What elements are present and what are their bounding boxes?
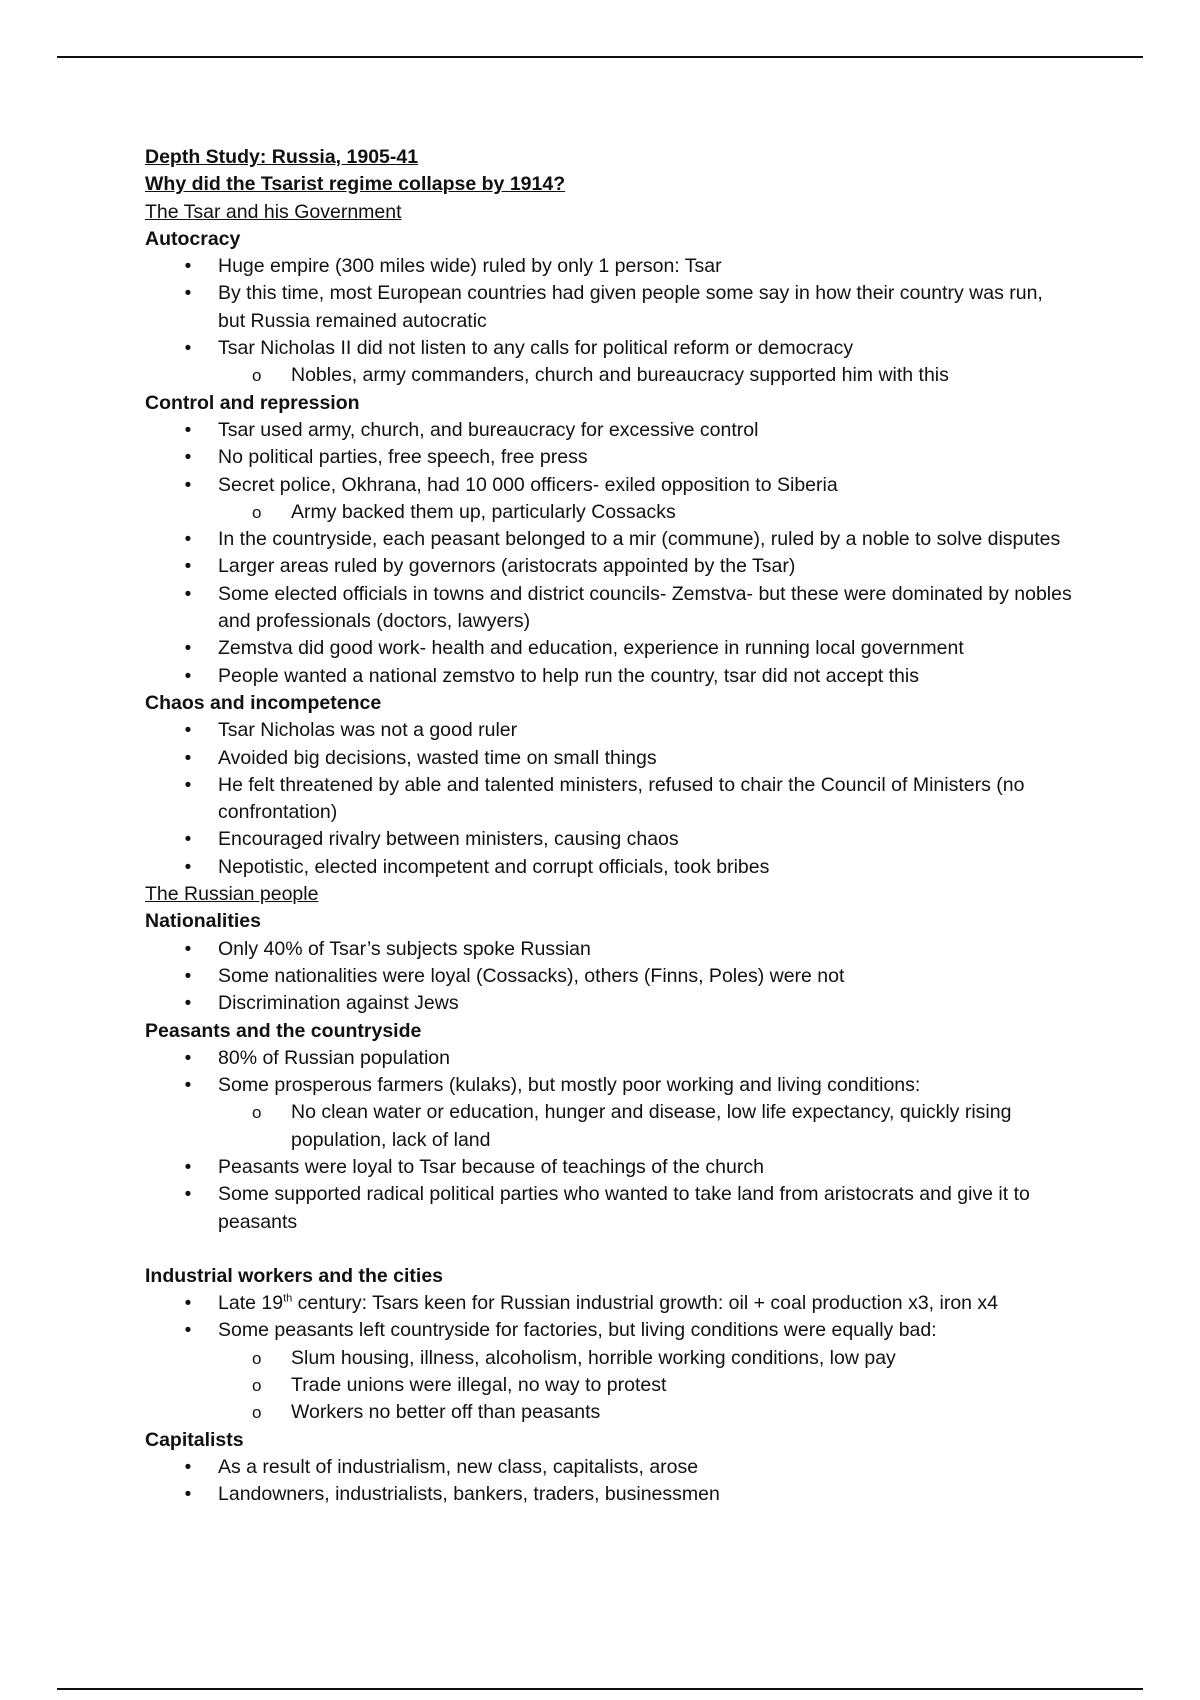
bullet-icon: • [184, 720, 192, 742]
bullet-icon: • [184, 993, 192, 1015]
list-item-text: People wanted a national zemstvo to help run the country, tsar did not accept this [218, 664, 919, 687]
subsection-title: Industrial workers and the cities [145, 1264, 444, 1287]
blank-line [145, 1236, 1075, 1263]
list-item [145, 854, 1075, 881]
bullet-list [145, 1454, 1075, 1509]
list-item-text: No political parties, free speech, free press [218, 446, 588, 469]
list-item-text: Some peasants left countryside for factories, but living conditions were equally bad: [218, 1319, 937, 1342]
bullet-list [145, 717, 1075, 881]
bullet-icon: • [184, 283, 192, 305]
subsection-title: Capitalists [145, 1428, 244, 1451]
list-item-text: By this time, most European countries had given people some say in how their country was run, but Russia remained autocratic [218, 282, 1043, 332]
sub-list-item [218, 1372, 1075, 1399]
list-item [145, 1481, 1075, 1508]
list-item [145, 1290, 1075, 1317]
sub-list-item-text: No clean water or education, hunger and disease, low life expectancy, quickly rising population, lack of land [291, 1101, 1012, 1151]
list-item [145, 444, 1075, 471]
document-body [145, 144, 1075, 1509]
list-item [145, 772, 1075, 827]
list-item [145, 472, 1075, 499]
list-item-text: Some elected officials in towns and district councils- Zemstva- but these were dominated by nobles and professionals (doctors, lawyers) [218, 582, 1072, 633]
list-item-text: Tsar Nicholas was not a good ruler [218, 719, 518, 742]
sub-list-item-text: Slum housing, illness, alcoholism, horrible working conditions, low pay [291, 1346, 896, 1369]
list-item [145, 990, 1075, 1017]
sub-list-container [145, 499, 1075, 526]
list-item-text: Zemstva did good work- health and education, experience in running local government [218, 637, 964, 660]
bullet-list [145, 417, 1075, 690]
bullet-icon: • [184, 556, 192, 578]
bullet-icon: • [184, 938, 192, 960]
bullet-icon: • [184, 774, 192, 796]
list-item [145, 1072, 1075, 1099]
bullet-icon: • [184, 638, 192, 660]
list-item-text: Peasants were loyal to Tsar because of teachings of the church [218, 1155, 764, 1178]
bullet-icon: • [184, 1320, 192, 1342]
bullet-icon: • [184, 1075, 192, 1097]
bullet-icon: • [184, 1456, 192, 1478]
sub-bullet-list [218, 1345, 1075, 1427]
bullet-icon: • [184, 529, 192, 551]
list-item [145, 1317, 1075, 1344]
bullet-list [145, 936, 1075, 1018]
superscript: th [283, 1292, 293, 1305]
bullet-icon: • [184, 474, 192, 496]
sub-list-item-text: Trade unions were illegal, no way to protest [291, 1374, 667, 1397]
bullet-icon: • [184, 829, 192, 851]
list-item-text: Larger areas ruled by governors (aristocrats appointed by the Tsar) [218, 555, 796, 578]
circle-bullet-icon: o [252, 1376, 262, 1396]
list-item [145, 280, 1075, 335]
list-item-text: Huge empire (300 miles wide) ruled by only 1 person: Tsar [218, 255, 722, 278]
list-item-text: In the countryside, each peasant belonged to a mir (commune), ruled by a noble to solve disputes [218, 528, 1061, 551]
list-item [145, 581, 1075, 636]
circle-bullet-icon: o [252, 1348, 262, 1368]
list-item [145, 663, 1075, 690]
list-item [145, 335, 1075, 362]
page-top-rule [57, 56, 1143, 58]
sub-list-container [145, 362, 1075, 389]
list-item-text: Some prosperous farmers (kulaks), but mostly poor working and living conditions: [218, 1074, 921, 1097]
bullet-icon: • [184, 1156, 192, 1178]
sub-bullet-list [218, 499, 1075, 526]
list-item-text: Avoided big decisions, wasted time on small things [218, 746, 657, 769]
list-item-text: 80% of Russian population [218, 1046, 450, 1069]
list-item [145, 1045, 1075, 1072]
section-heading: The Tsar and his Government [145, 200, 402, 223]
page-bottom-rule [57, 1688, 1143, 1690]
bullet-icon: • [184, 665, 192, 687]
subsection-title: Peasants and the countryside [145, 1019, 422, 1042]
sections-container [145, 199, 1075, 1509]
list-item-text: Secret police, Okhrana, had 10 000 officers- exiled opposition to Siberia [218, 473, 838, 496]
list-item [145, 745, 1075, 772]
sub-bullet-list [218, 362, 1075, 389]
bullet-icon: • [184, 1484, 192, 1506]
sub-list-item [218, 1345, 1075, 1372]
list-item-text: Tsar used army, church, and bureaucracy for excessive control [218, 418, 759, 441]
sub-list-item [218, 1099, 1075, 1154]
list-item-text: Some supported radical political parties who wanted to take land from aristocrats and give it to peasants [218, 1183, 1030, 1233]
bullet-icon: • [184, 1184, 192, 1206]
bullet-icon: • [184, 583, 192, 605]
list-item [145, 253, 1075, 280]
subsection-title: Chaos and incompetence [145, 691, 382, 714]
list-item-text: As a result of industrialism, new class, capitalists, arose [218, 1455, 699, 1478]
list-item [145, 826, 1075, 853]
sub-list-item-text: Workers no better off than peasants [291, 1401, 601, 1424]
sub-list-item-text: Nobles, army commanders, church and bureaucracy supported him with this [291, 364, 949, 387]
bullet-list [145, 1290, 1075, 1426]
bullet-icon: • [184, 747, 192, 769]
list-item [145, 936, 1075, 963]
bullet-icon: • [184, 1293, 192, 1315]
list-item-text: Discrimination against Jews [218, 992, 459, 1015]
document-title: Depth Study: Russia, 1905-41 [145, 146, 419, 168]
circle-bullet-icon: o [252, 366, 262, 386]
subsection-title: Autocracy [145, 227, 241, 250]
sub-list-container [145, 1345, 1075, 1427]
subsection-title: Nationalities [145, 910, 261, 933]
list-item-text: Encouraged rivalry between ministers, causing chaos [218, 828, 679, 851]
bullet-icon: • [184, 1047, 192, 1069]
sub-list-item-text: Army backed them up, particularly Cossacks [291, 500, 676, 523]
circle-bullet-icon: o [252, 502, 262, 522]
list-item [145, 963, 1075, 990]
circle-bullet-icon: o [252, 1103, 262, 1123]
circle-bullet-icon: o [252, 1403, 262, 1423]
list-item [145, 553, 1075, 580]
list-item-text: Landowners, industrialists, bankers, traders, businessmen [218, 1483, 720, 1506]
section-heading: The Russian people [145, 883, 319, 906]
list-item [145, 635, 1075, 662]
bullet-icon: • [184, 419, 192, 441]
list-item [145, 1154, 1075, 1181]
list-item [145, 717, 1075, 744]
sub-list-item [218, 362, 1075, 389]
bullet-icon: • [184, 447, 192, 469]
bullet-icon: • [184, 338, 192, 360]
sub-bullet-list [218, 1099, 1075, 1154]
bullet-icon: • [184, 856, 192, 878]
sub-list-item [218, 499, 1075, 526]
subsection-title: Control and repression [145, 391, 360, 414]
list-item-text: Some nationalities were loyal (Cossacks), others (Finns, Poles) were not [218, 964, 845, 987]
sub-list-item [218, 1399, 1075, 1426]
list-item [145, 1181, 1075, 1236]
bullet-icon: • [184, 256, 192, 278]
list-item [145, 526, 1075, 553]
list-item-text: Late 19th century: Tsars keen for Russian industrial growth: oil + coal production x3, iron x4 [218, 1292, 999, 1315]
bullet-list [145, 253, 1075, 389]
list-item-text: Only 40% of Tsar’s subjects spoke Russian [218, 937, 591, 960]
list-item-text: He felt threatened by able and talented ministers, refused to chair the Council of Ministers (no confrontation) [218, 773, 1025, 824]
sub-list-container [145, 1099, 1075, 1154]
list-item-text: Tsar Nicholas II did not listen to any calls for political reform or democracy [218, 337, 854, 360]
bullet-icon: • [184, 965, 192, 987]
document-question: Why did the Tsarist regime collapse by 1914? [145, 173, 566, 196]
list-item [145, 1454, 1075, 1481]
bullet-list [145, 1045, 1075, 1236]
list-item [145, 417, 1075, 444]
list-item-text: Nepotistic, elected incompetent and corrupt officials, took bribes [218, 855, 770, 878]
